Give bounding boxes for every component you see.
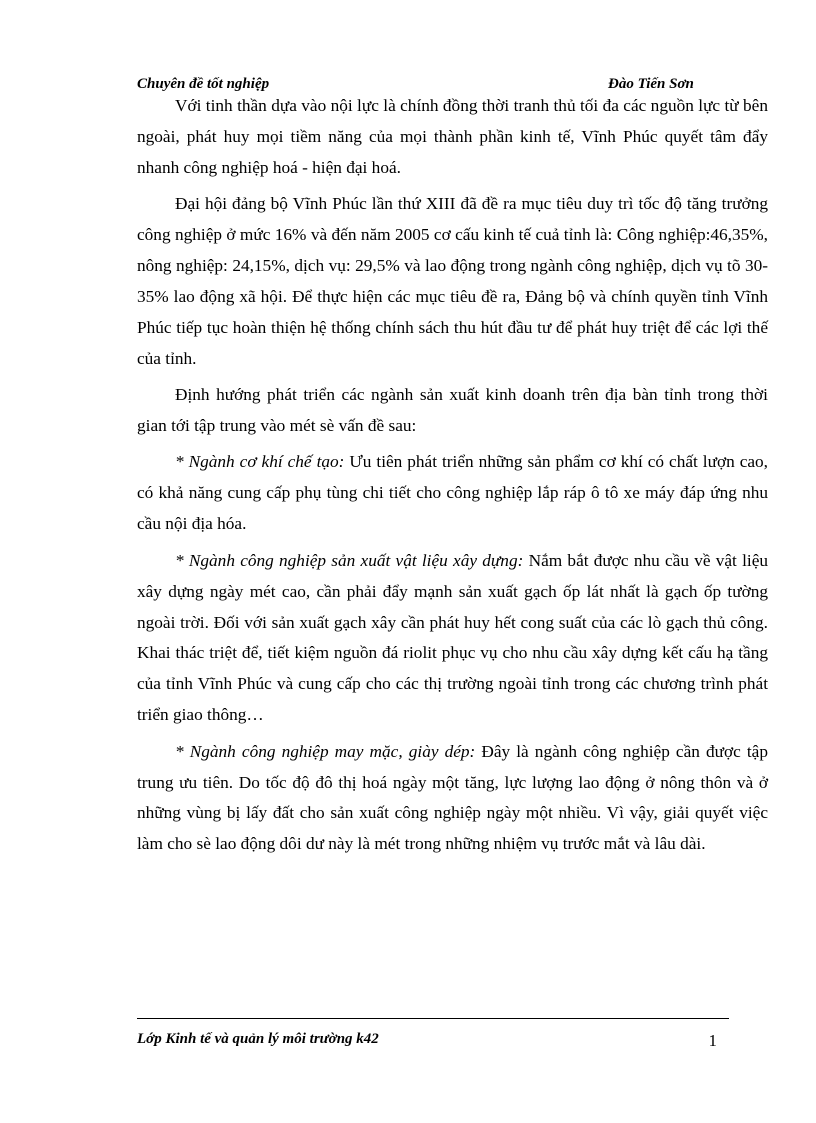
header-author: Đào Tiến Sơn	[608, 76, 694, 92]
page-number: 1	[708, 1031, 717, 1050]
paragraph	[137, 447, 768, 540]
paragraph	[137, 91, 768, 184]
paragraph	[137, 546, 768, 731]
footer-divider	[137, 1018, 729, 1019]
paragraph-text: Với tinh thần dựa vào nội lực là chính đồng thời tranh thủ tối đa các nguồn lực từ bên ngoài, phát huy mọi tiềm năng của mọi thành phần kinh tế, Vĩnh Phúc quyết tâm đẩy nhanh công nghiệp hoá - hiện đại hoá.	[137, 96, 768, 177]
document-body	[137, 91, 768, 866]
paragraph-lead: * Ngành cơ khí chế tạo:	[175, 452, 345, 472]
paragraph-text: Đây là ngành công nghiệp cần được tập trung ưu tiên. Do tốc độ đô thị hoá ngày một tăng, lực lượng lao động ở nông thôn và ở những vùng bị lấy đất cho sản xuất công nghiệp ngày một nhiều. Vì vậy, giải quyết việc làm cho sè lao động dôi dư này là mét trong những nhiệm vụ trước mắt và lâu dài.	[137, 741, 768, 854]
paragraph-text: Định hướng phát triển các ngành sản xuất kinh doanh trên địa bàn tỉnh trong thời gian tới tập trung vào mét sè vấn đề sau:	[137, 385, 768, 436]
paragraph	[137, 189, 768, 374]
paragraph-lead: * Ngành công nghiệp may mặc, giày dép:	[175, 741, 476, 761]
paragraph-text: Ưu tiên phát triển những sản phẩm cơ khí có chất lượn cao, có khả năng cung cấp phụ tùng chi tiết cho công nghiệp lắp ráp ô tô xe máy đáp ứng nhu cầu nội địa hóa.	[137, 452, 768, 534]
footer-class-name: Lớp Kinh tế và quản lý môi trường k42	[137, 1031, 379, 1047]
header-title: Chuyên đề tốt nghiệp	[137, 76, 270, 92]
paragraph	[137, 380, 768, 442]
paragraph	[137, 737, 768, 861]
page-footer	[137, 1031, 717, 1053]
paragraph-text: Đại hội đảng bộ Vĩnh Phúc lần thứ XIII đã đề ra mục tiêu duy trì tốc độ tăng trưởng công nghiệp ở mức 16% và đến năm 2005 cơ cấu kinh tế cuả tỉnh là: Công nghiệp:46,35%, nông nghiệp: 24,15%, dịch vụ: 29,5% và lao động trong ngành công nghiệp, dịch vụ tõ 30- 35% lao động xã hội. Để thực hiện các mục tiêu đề ra, Đảng bộ và chính quyền tỉnh Vĩnh Phúc tiếp tục hoàn thiện hệ thống chính sách thu hút đầu tư để phát huy triệt để các lợi thế của tỉnh.	[137, 194, 768, 368]
paragraph-text: Nắm bắt được nhu cầu về vật liệu xây dựng ngày mét cao, cần phải đẩy mạnh sản xuất gạch ốp lát nhất là gạch ốp tường ngoài trời. Đối với sản xuất gạch xây cần phát huy hết cong suất của các lò gạch thủ công. Khai thác triệt để, tiết kiệm nguồn đá riolit phục vụ cho nhu cầu xây dựng kết cấu hạ tầng của tỉnh Vĩnh Phúc và cung cấp cho các thị trường ngoài tỉnh trong các chương trình phát triển giao thông…	[137, 550, 769, 725]
paragraph-lead: * Ngành công nghiệp sản xuất vật liệu xây dựng:	[175, 550, 524, 570]
